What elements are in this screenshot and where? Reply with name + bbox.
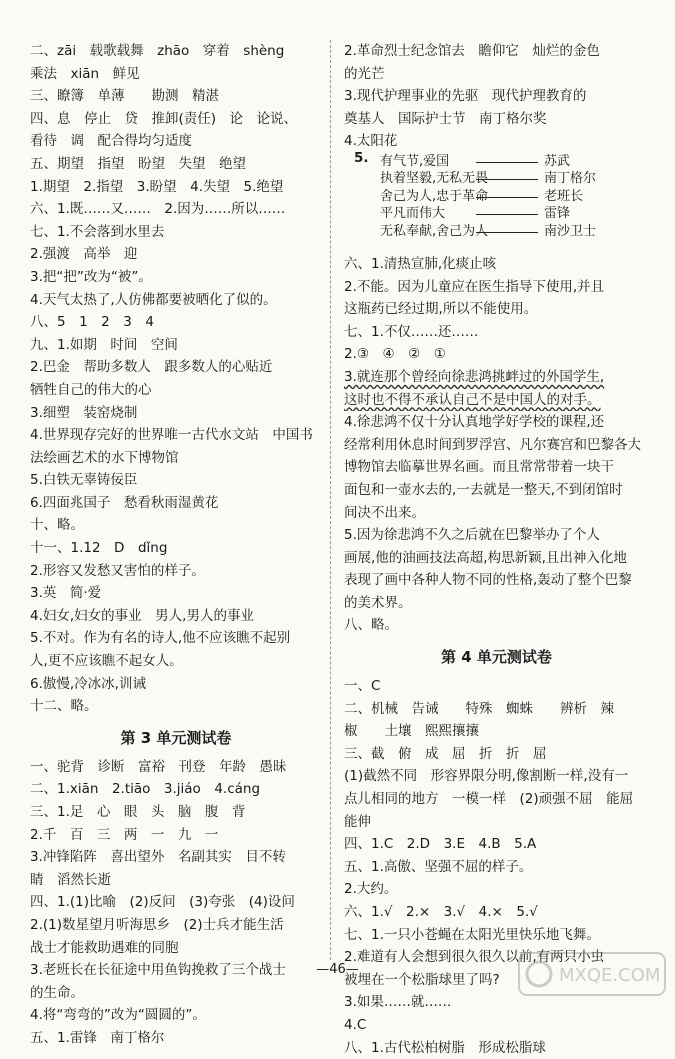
pair-person: 雷锋 — [544, 206, 571, 222]
unit3-answer-lines — [30, 756, 322, 1050]
answer-line: 四、息 停止 贷 推卸(责任) 论 论说、 — [30, 110, 298, 127]
answer-line: 4.太阳花 — [344, 133, 398, 150]
pair-trait: 舍己为人,忠于革命 — [380, 188, 489, 204]
matching-pairs — [354, 149, 649, 253]
answer-line: 乘法 xiān 鲜见 — [30, 65, 140, 82]
unit4-answer-lines — [344, 675, 649, 1059]
connector-line — [476, 214, 538, 215]
right-mid-lines — [344, 253, 649, 366]
right-column — [344, 40, 649, 1059]
answer-line: 的美术界。 — [344, 594, 412, 611]
answer-line: 的生命。 — [30, 984, 84, 1001]
answer-line: 九、1.如期 时间 空间 — [30, 336, 178, 353]
answer-line: 经常利用休息时间到罗浮宫、凡尔赛宫和巴黎各大 — [344, 436, 641, 453]
answer-line: 2.巴金 帮助多数人 跟多数人的心贴近 — [30, 359, 273, 376]
answer-line: 椒 土壤 熙熙攘攘 — [344, 723, 479, 740]
answer-line: 5.因为徐悲鸿不久之后就在巴黎举办了个人 — [344, 527, 600, 544]
answer-line: 四、1.(1)比喻 (2)反问 (3)夸张 (4)设问 — [30, 894, 295, 911]
answer-line: 2.大约。 — [344, 881, 398, 898]
answer-line: 3.把“把”改为“被”。 — [30, 268, 152, 285]
match-pair-row — [380, 153, 649, 171]
answer-line: 2.千 百 三 两 一 九 一 — [30, 826, 219, 843]
answer-line: 3.老班长在长征途中用鱼钩挽救了三个战士 — [30, 962, 286, 979]
answer-line: 能伸 — [344, 813, 371, 830]
answer-line: 画展,他的油画技法高超,构思新颖,且出神入化地 — [344, 549, 627, 566]
page-number: —46— — [316, 962, 359, 977]
answer-line: 十二、略。 — [30, 698, 98, 715]
answer-line: 牺牲自己的伟大的心 — [30, 381, 152, 398]
unit3-title: 第 3 单元测试卷 — [120, 728, 232, 747]
pair-trait: 无私奉献,舍己为人 — [380, 223, 489, 239]
pairs-number: 5. — [354, 149, 369, 166]
match-pair-row — [380, 170, 649, 188]
answer-line: 三、1.足 心 眼 头 脑 腹 背 — [30, 804, 246, 820]
answer-line: 的光芒 — [344, 65, 385, 82]
watermark-logo — [517, 949, 667, 999]
left-column — [30, 40, 322, 1050]
answer-line: 3.如果……就…… — [344, 994, 452, 1011]
answer-line: 二、机械 告诫 特殊 蜘蛛 辨析 辣 — [344, 700, 614, 717]
answer-line: 一、C — [344, 678, 381, 695]
answer-line: 五、期望 指望 盼望 失望 绝望 — [30, 155, 246, 172]
pair-person: 南沙卫士 — [544, 223, 597, 239]
wavy-underlined-answer — [344, 366, 649, 411]
answer-line: 2.难道有人会想到很久很久以前,有两只小虫 — [344, 949, 605, 966]
answer-line: 3.英 简·爱 — [30, 585, 102, 602]
answer-line: 2.(1)数星望月听海思乡 (2)士兵才能生活 — [30, 916, 284, 933]
answer-line: 二、zāi 载歌载舞 zhāo 穿着 shèng — [30, 43, 285, 59]
answer-line: 八、5 1 2 3 4 — [30, 314, 154, 331]
answer-line: 间决不出来。 — [344, 504, 425, 521]
answer-line: 点儿相同的地方 一模一样 (2)顽强不屈 能屈 — [344, 791, 634, 808]
answer-line: 法绘画艺术的水下博物馆 — [30, 449, 179, 466]
answer-line: 八、1.古代松柏树脂 形成松脂球 — [344, 1039, 546, 1056]
answer-line: 2.③ ④ ② ① — [344, 346, 446, 363]
answer-line: 四、1.C 2.D 3.E 4.B 5.A — [344, 836, 537, 853]
connector-line — [476, 162, 538, 163]
answer-line: (1)截然不同 形容界限分明,像割断一样,没有一 — [344, 768, 629, 785]
answer-line: 5.白铁无辜铸佞臣 — [30, 472, 138, 489]
answer-line: 2.革命烈士纪念馆去 瞻仰它 灿烂的金色 — [344, 43, 600, 59]
answer-line: 3.细塑 装窑烧制 — [30, 404, 138, 421]
answer-line: 三、截 俯 成 屈 折 折 屈 — [344, 745, 547, 762]
answer-line: 看待 调 配合得均匀适度 — [30, 133, 192, 150]
answer-line: 十一、1.12 D dǐng — [30, 540, 168, 557]
unit4-title: 第 4 单元测试卷 — [441, 648, 552, 667]
answer-line: 3.冲锋陷阵 喜出望外 名副其实 目不转 — [30, 849, 286, 866]
answer-line: 三、瞭簿 单薄 勘测 精湛 — [30, 88, 219, 105]
answer-line: 面包和一壶水去的,一去就是一整天,不到闭馆时 — [344, 481, 623, 498]
answer-line: 3.现代护理事业的先驱 现代护理教育的 — [344, 88, 587, 105]
answer-line: 3.就连那个曾经向徐悲鸿挑衅过的外国学生, — [344, 368, 605, 385]
answer-line: 2.强渡 高举 迎 — [30, 246, 138, 263]
answer-line: 五、1.雷锋 南丁格尔 — [30, 1029, 165, 1046]
pair-trait: 有气节,爱国 — [380, 153, 450, 169]
answer-line: 4.徐悲鸿不仅十分认真地学好学校的课程,还 — [344, 414, 605, 431]
match-pair-row — [380, 223, 649, 241]
answer-line: 表现了画中各种人物不同的性格,轰动了整个巴黎 — [344, 572, 632, 589]
answer-line: 战士才能救助遇难的同胞 — [30, 939, 179, 956]
answer-line: 六、1.√ 2.× 3.√ 4.× 5.√ — [344, 904, 538, 920]
answer-line: 一、驼背 诊断 富裕 刊登 年龄 愚昧 — [30, 758, 287, 775]
answer-line: 2.形容又发愁又害怕的样子。 — [30, 562, 205, 579]
svg-text:MXQE.COM: MXQE.COM — [559, 965, 661, 986]
answer-line: 4.C — [344, 1016, 367, 1033]
answer-line: 1.期望 2.指望 3.盼望 4.失望 5.绝望 — [30, 178, 284, 195]
answer-line: 4.世界现存完好的世界唯一古代水文站 中国书 — [30, 427, 313, 444]
answer-line: 4.妇女,妇女的事业 男人,男人的事业 — [30, 607, 254, 624]
answer-line: 人,更不应该瞧不起女人。 — [30, 653, 183, 670]
answer-line: 4.将“弯弯的”改为“圆圆的”。 — [30, 1007, 206, 1024]
connector-line — [476, 197, 538, 198]
answer-line: 奠基人 国际护士节 南丁格尔奖 — [344, 110, 547, 127]
answer-line: 五、1.高傲、坚强不屈的样子。 — [344, 858, 533, 875]
pair-person: 老班长 — [544, 188, 584, 204]
answer-line: 六、1.清热宣肺,化痰止咳 — [344, 255, 497, 272]
answer-line: 六、1.既……又…… 2.因为……所以…… — [30, 201, 286, 218]
answer-line: 6.傲慢,冷冰冰,训诫 — [30, 675, 146, 692]
answer-line: 这时也不得不承认自己不是中国人的对手。 — [344, 391, 601, 408]
column-divider — [330, 40, 331, 960]
answer-line: 八、略。 — [344, 617, 398, 634]
match-pair-row — [380, 205, 649, 223]
pair-person: 南丁格尔 — [544, 171, 597, 187]
left-answer-lines — [30, 40, 322, 718]
answer-line: 七、1.不会落到水里去 — [30, 223, 165, 240]
answer-line: 七、1.一只小苍蝇在太阳光里快乐地飞舞。 — [344, 926, 600, 943]
match-pair-row — [380, 188, 649, 206]
connector-line — [476, 232, 538, 233]
answer-line: 被埋在一个松脂球里了吗? — [344, 971, 500, 988]
answer-line: 十、略。 — [30, 517, 84, 534]
pair-trait: 平凡而伟大 — [380, 206, 446, 222]
answer-line: 4.天气太热了,人仿佛都要被晒化了似的。 — [30, 291, 277, 308]
answer-line: 睛 滔然长逝 — [30, 871, 111, 888]
answer-line: 2.不能。因为儿童应在医生指导下使用,并且 — [344, 278, 605, 295]
pair-trait: 执着坚毅,无私无畏 — [380, 171, 489, 187]
right-after-wavy-lines — [344, 411, 649, 637]
pair-person: 苏武 — [544, 153, 571, 169]
answer-line: 6.四面兆国子 愁看秋雨湿黄花 — [30, 494, 219, 511]
answer-line: 七、1.不仅……还…… — [344, 323, 479, 340]
right-top-lines — [344, 40, 649, 153]
answer-line: 二、1.xiān 2.tiāo 3.jiáo 4.cáng — [30, 781, 261, 798]
answer-line: 博物馆去临摹世界名画。而且常常带着一块干 — [344, 459, 614, 476]
answer-line: 5.不对。作为有名的诗人,他不应该瞧不起别 — [30, 630, 291, 647]
answer-line: 这瓶药已经过期,所以不能使用。 — [344, 301, 538, 318]
connector-line — [476, 179, 538, 180]
